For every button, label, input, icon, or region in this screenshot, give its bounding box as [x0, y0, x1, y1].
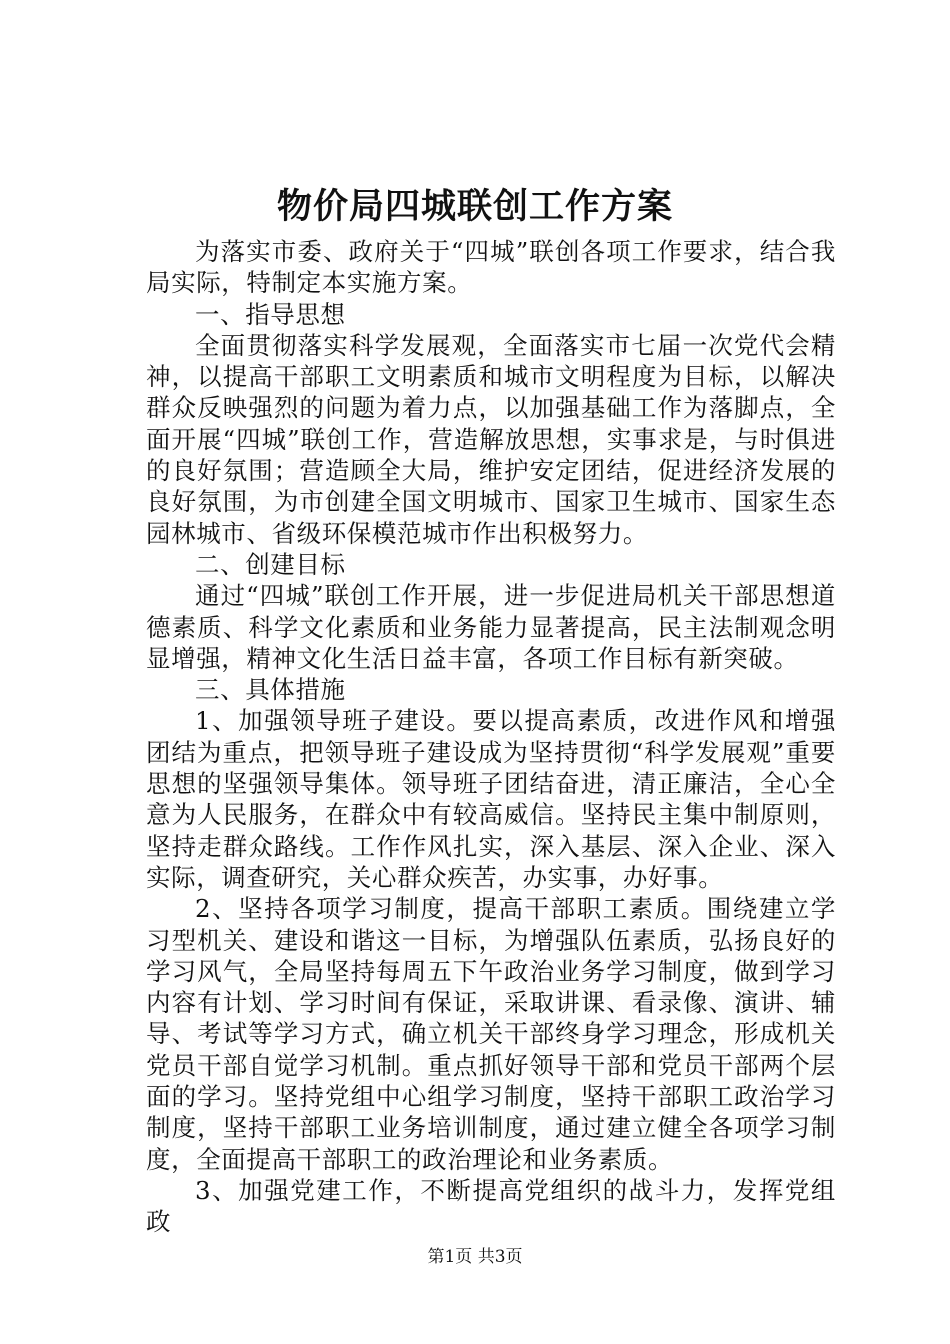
paragraph-measure-1: 1、加强领导班子建设。要以提高素质，改进作风和增强团结为重点，把领导班子建设成为坚持贯彻“科学发展观”重要思想的坚强领导集体。领导班子团结奋进，清正廉洁，全心全意为人民服务，在群众中有较高威信。坚持民主集中制原则，坚持走群众路线。工作作风扎实，深入基层、深入企业、深入实际，调查研究，关心群众疾苦，办实事，办好事。 [146, 706, 836, 892]
section-heading-guiding-thought: 一、指导思想 [195, 299, 346, 329]
paragraph-guiding-thought: 全面贯彻落实科学发展观，全面落实市七届一次党代会精神，以提高干部职工文明素质和城市文明程度为目标，以解决群众反映强烈的问题为着力点，以加强基础工作为落脚点，全面开展“四城”联创工作，营造解放思想，实事求是，与时俱进的良好氛围；营造顾全大局，维护安定团结，促进经济发展的良好氛围，为市创建全国文明城市、国家卫生城市、国家生态园林城市、省级环保模范城市作出积极努力。 [146, 330, 836, 548]
paragraph-measure-3: 3、加强党建工作，不断提高党组织的战斗力，发挥党组政 [146, 1175, 836, 1237]
section-heading-measures: 三、具体措施 [195, 675, 346, 705]
paragraph-goals: 通过“四城”联创工作开展，进一步促进局机关干部思想道德素质、科学文化素质和业务能力显著提高，民主法制观念明显增强，精神文化生活日益丰富，各项工作目标有新突破。 [146, 581, 836, 673]
paragraph-measure-2: 2、坚持各项学习制度，提高干部职工素质。围绕建立学习型机关、建设和谐这一目标，为增强队伍素质，弘扬良好的学习风气，全局坚持每周五下午政治业务学习制度，做到学习内容有计划、学习时间有保证，采取讲课、看录像、演讲、辅导、考试等学习方式，确立机关干部终身学习理念，形成机关党员干部自觉学习机制。重点抓好领导干部和党员干部两个层面的学习。坚持党组中心组学习制度，坚持干部职工政治学习制度，坚持干部职工业务培训制度，通过建立健全各项学习制度，全面提高干部职工的政治理论和业务素质。 [146, 894, 836, 1174]
section-heading-goals: 二、创建目标 [195, 549, 346, 579]
paragraph-intro: 为落实市委、政府关于“四城”联创各项工作要求，结合我局实际，特制定本实施方案。 [146, 237, 836, 298]
document-title: 物价局四城联创工作方案 [276, 186, 673, 227]
document-body [146, 236, 836, 1238]
page-number-footer: 第1页 共3页 [427, 1247, 523, 1267]
